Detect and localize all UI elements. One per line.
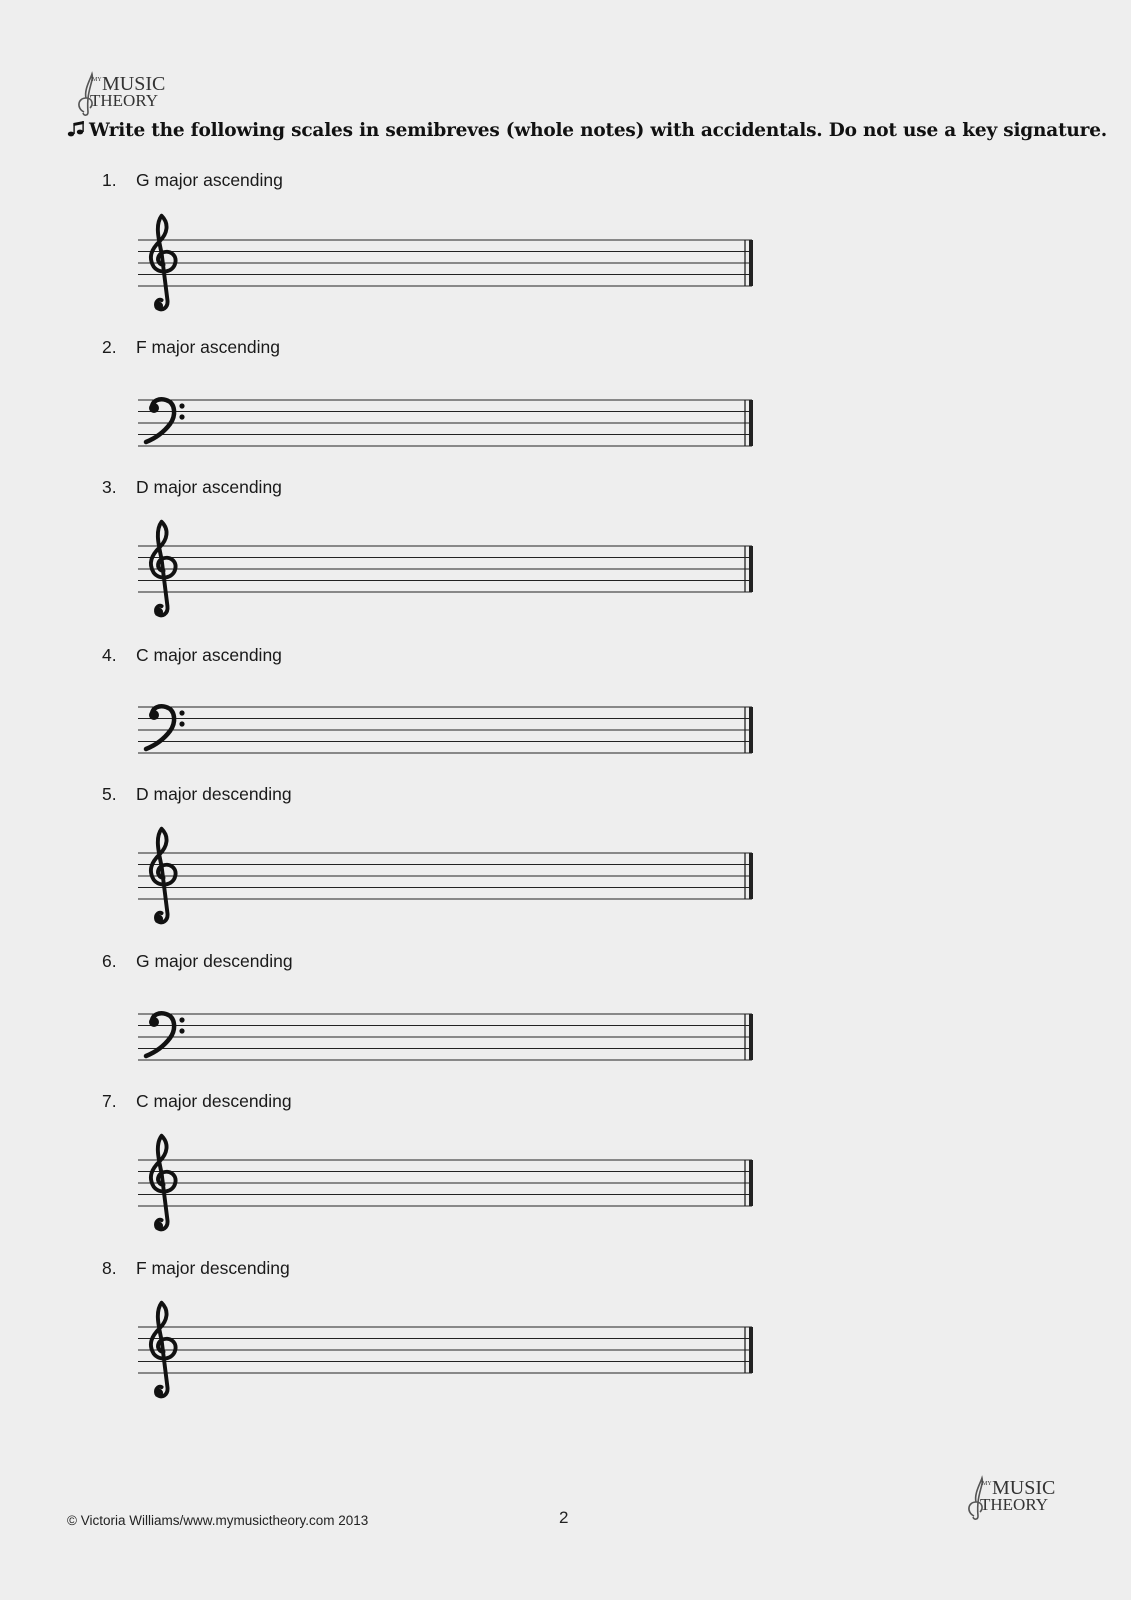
logo-line1: MUSIC (992, 1477, 1056, 1499)
exercise-number: 3. (102, 477, 117, 497)
exercise-7-staff[interactable] (138, 1130, 770, 1240)
exercise-5-staff[interactable] (138, 823, 770, 933)
exercise-title: D major ascending (136, 477, 282, 497)
exercise-number: 2. (102, 337, 117, 357)
logo-line2: THEORY (980, 1495, 1048, 1514)
instruction-text: Write the following scales in semibreves (whole notes) with accidentals. Do not use a key signature. (89, 120, 1108, 141)
logo-small-text: MY (982, 1481, 992, 1487)
exercise-title: F major ascending (136, 337, 280, 357)
logo-line2: THEORY (90, 91, 158, 110)
exercise-number: 7. (102, 1091, 117, 1111)
logo-line1: MUSIC (102, 73, 166, 95)
exercise-8-label (102, 1258, 290, 1279)
exercise-4-staff[interactable] (138, 677, 770, 787)
exercise-title: F major descending (136, 1258, 290, 1278)
exercise-4-label (102, 645, 282, 666)
exercise-title: C major descending (136, 1091, 292, 1111)
exercise-6-staff[interactable] (138, 984, 770, 1094)
staff-svg (138, 984, 770, 1094)
barline-thick (749, 546, 753, 592)
logo-bottom (962, 1472, 1062, 1522)
staff-svg (138, 1297, 770, 1407)
barline-thick (749, 1327, 753, 1373)
exercise-title: C major ascending (136, 645, 282, 665)
bass-clef-icon (146, 399, 185, 442)
exercise-number: 1. (102, 170, 117, 190)
staff-svg (138, 370, 770, 480)
exercise-number: 6. (102, 951, 117, 971)
exercise-title: G major ascending (136, 170, 283, 190)
staff-svg (138, 677, 770, 787)
barline-thick (749, 853, 753, 899)
exercise-2-staff[interactable] (138, 370, 770, 480)
logo-small-text: MY (92, 77, 102, 83)
staff-svg (138, 1130, 770, 1240)
staff-svg (138, 823, 770, 933)
exercise-title: G major descending (136, 951, 293, 971)
beamed-notes-icon (67, 120, 85, 138)
instruction (67, 120, 1107, 141)
exercise-1-staff[interactable] (138, 210, 770, 320)
exercise-2-label (102, 337, 280, 358)
exercise-title: D major descending (136, 784, 292, 804)
bass-clef-icon (146, 1013, 185, 1056)
footer-copyright: © Victoria Williams/www.mymusictheory.com 2013 (67, 1513, 369, 1528)
barline-thick (749, 1014, 753, 1060)
exercise-number: 5. (102, 784, 117, 804)
staff-svg (138, 516, 770, 626)
barline-thick (749, 1160, 753, 1206)
logo-top (72, 68, 172, 118)
barline-thick (749, 240, 753, 286)
exercise-7-label (102, 1091, 292, 1112)
page-number: 2 (559, 1508, 569, 1527)
exercise-number: 8. (102, 1258, 117, 1278)
staff-svg (138, 210, 770, 320)
barline-thick (749, 707, 753, 753)
exercise-number: 4. (102, 645, 117, 665)
exercise-1-label (102, 170, 283, 191)
exercise-6-label (102, 951, 293, 972)
barline-thick (749, 400, 753, 446)
exercise-5-label (102, 784, 292, 805)
exercise-8-staff[interactable] (138, 1297, 770, 1407)
bass-clef-icon (146, 706, 185, 749)
exercise-3-label (102, 477, 282, 498)
exercise-3-staff[interactable] (138, 516, 770, 626)
